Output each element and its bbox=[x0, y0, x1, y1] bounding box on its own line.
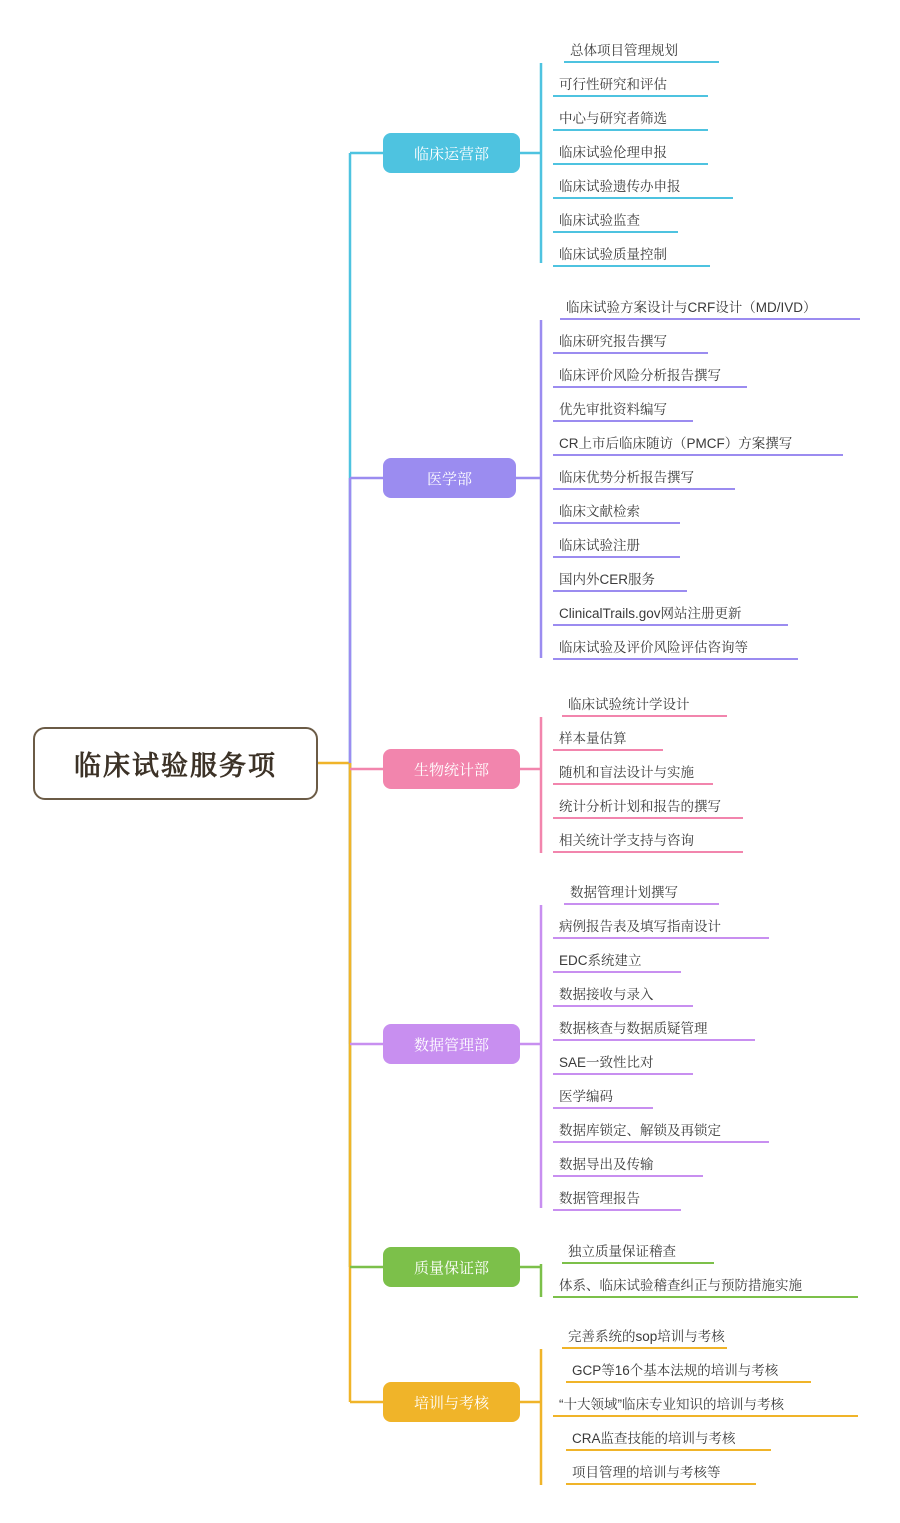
leaf-node[interactable] bbox=[553, 1083, 653, 1109]
leaf-label: 统计分析计划和报告的撰写 bbox=[559, 799, 721, 814]
leaf-node[interactable] bbox=[553, 396, 693, 422]
leaf-label: 临床研究报告撰写 bbox=[559, 334, 667, 349]
leaf-label: 临床试验监查 bbox=[559, 213, 640, 228]
leaf-label: 临床试验伦理申报 bbox=[559, 145, 667, 160]
leaf-node[interactable] bbox=[553, 947, 681, 973]
leaf-label: “十大领域”临床专业知识的培训与考核 bbox=[559, 1397, 784, 1412]
leaf-label: 临床试验及评价风险评估咨询等 bbox=[559, 640, 748, 655]
leaf-label: 数据库锁定、解锁及再锁定 bbox=[559, 1123, 721, 1138]
leaf-label: 完善系统的sop培训与考核 bbox=[568, 1329, 725, 1344]
leaf-node[interactable] bbox=[553, 913, 769, 939]
leaf-node[interactable] bbox=[553, 71, 708, 97]
leaf-node[interactable] bbox=[553, 1015, 755, 1041]
leaf-label: SAE一致性比对 bbox=[559, 1055, 654, 1070]
mindmap-root-node[interactable] bbox=[33, 727, 318, 800]
leaf-label: 数据管理计划撰写 bbox=[570, 885, 678, 900]
branch-node-biostatistics[interactable] bbox=[383, 749, 520, 789]
leaf-label: 样本量估算 bbox=[559, 731, 627, 746]
leaf-label: 体系、临床试验稽查纠正与预防措施实施 bbox=[559, 1278, 802, 1293]
leaf-node[interactable] bbox=[553, 464, 735, 490]
leaf-label: 独立质量保证稽查 bbox=[568, 1244, 676, 1259]
leaf-node[interactable] bbox=[553, 105, 708, 131]
leaf-node[interactable] bbox=[564, 37, 719, 63]
leaf-label: 临床试验注册 bbox=[559, 538, 640, 553]
leaf-node[interactable] bbox=[553, 1185, 681, 1211]
leaf-node[interactable] bbox=[553, 241, 710, 267]
leaf-node[interactable] bbox=[553, 981, 693, 1007]
leaf-node[interactable] bbox=[553, 725, 663, 751]
branch-node-training[interactable] bbox=[383, 1382, 520, 1422]
leaf-node[interactable] bbox=[553, 173, 733, 199]
leaf-node[interactable] bbox=[553, 566, 687, 592]
leaf-label: CR上市后临床随访（PMCF）方案撰写 bbox=[559, 436, 793, 451]
branch-node-data-management[interactable] bbox=[383, 1024, 520, 1064]
leaf-node[interactable] bbox=[553, 759, 713, 785]
leaf-label: 数据核查与数据质疑管理 bbox=[559, 1021, 708, 1036]
branch-node-medical[interactable] bbox=[383, 458, 516, 498]
leaf-label: EDC系统建立 bbox=[559, 953, 642, 968]
leaf-node[interactable] bbox=[553, 498, 680, 524]
leaf-node[interactable] bbox=[553, 1117, 769, 1143]
leaf-label: 项目管理的培训与考核等 bbox=[572, 1465, 721, 1480]
leaf-node[interactable] bbox=[560, 294, 860, 320]
leaf-label: 优先审批资料编写 bbox=[559, 402, 667, 417]
branch-label: 质量保证部 bbox=[413, 1259, 489, 1277]
leaf-node[interactable] bbox=[553, 793, 743, 819]
leaf-label: 临床试验统计学设计 bbox=[568, 697, 690, 712]
leaf-node[interactable] bbox=[553, 139, 708, 165]
branch-label: 医学部 bbox=[426, 470, 472, 488]
leaf-label: 临床试验方案设计与CRF设计（MD/IVD） bbox=[566, 300, 817, 315]
leaf-label: CRA监查技能的培训与考核 bbox=[572, 1431, 736, 1446]
leaf-label: 总体项目管理规划 bbox=[570, 43, 678, 58]
leaf-label: GCP等16个基本法规的培训与考核 bbox=[572, 1363, 779, 1378]
branch-label: 生物统计部 bbox=[413, 761, 489, 779]
leaf-label: 临床评价风险分析报告撰写 bbox=[559, 368, 721, 383]
leaf-label: 随机和盲法设计与实施 bbox=[559, 765, 694, 780]
leaf-label: ClinicalTrails.gov网站注册更新 bbox=[559, 606, 742, 621]
leaf-label: 中心与研究者筛选 bbox=[559, 111, 667, 126]
leaf-node[interactable] bbox=[564, 879, 719, 905]
leaf-label: 数据接收与录入 bbox=[559, 987, 654, 1002]
leaf-node[interactable] bbox=[553, 1391, 858, 1417]
leaf-label: 临床试验遗传办申报 bbox=[559, 179, 681, 194]
leaf-node[interactable] bbox=[553, 600, 788, 626]
branch-label: 数据管理部 bbox=[413, 1036, 489, 1054]
leaf-node[interactable] bbox=[553, 634, 798, 660]
leaf-node[interactable] bbox=[553, 328, 708, 354]
leaf-label: 临床优势分析报告撰写 bbox=[559, 470, 694, 485]
leaf-node[interactable] bbox=[566, 1459, 756, 1485]
root-label: 临床试验服务项 bbox=[74, 751, 277, 781]
branch-node-clinical-operations[interactable] bbox=[383, 133, 520, 173]
branch-node-quality-assurance[interactable] bbox=[383, 1247, 520, 1287]
leaf-node[interactable] bbox=[562, 691, 727, 717]
leaf-node[interactable] bbox=[562, 1238, 714, 1264]
leaf-label: 病例报告表及填写指南设计 bbox=[559, 919, 721, 934]
leaf-node[interactable] bbox=[566, 1425, 771, 1451]
leaf-node[interactable] bbox=[562, 1323, 727, 1349]
leaf-node[interactable] bbox=[566, 1357, 811, 1383]
leaf-label: 临床文献检索 bbox=[559, 504, 640, 519]
leaf-node[interactable] bbox=[553, 362, 747, 388]
leaf-node[interactable] bbox=[553, 430, 843, 456]
leaf-node[interactable] bbox=[553, 1049, 693, 1075]
leaf-node[interactable] bbox=[553, 207, 678, 233]
leaf-node[interactable] bbox=[553, 532, 680, 558]
branch-label: 培训与考核 bbox=[413, 1394, 489, 1412]
branch-label: 临床运营部 bbox=[413, 145, 489, 163]
leaf-label: 临床试验质量控制 bbox=[559, 247, 667, 262]
leaf-label: 医学编码 bbox=[559, 1089, 613, 1104]
leaf-label: 可行性研究和评估 bbox=[559, 77, 667, 92]
leaf-label: 国内外CER服务 bbox=[559, 572, 656, 587]
leaf-label: 数据导出及传输 bbox=[559, 1157, 654, 1172]
leaf-node[interactable] bbox=[553, 1272, 858, 1298]
leaf-node[interactable] bbox=[553, 827, 743, 853]
leaf-node[interactable] bbox=[553, 1151, 703, 1177]
leaf-label: 相关统计学支持与咨询 bbox=[559, 833, 694, 848]
leaf-label: 数据管理报告 bbox=[559, 1191, 640, 1206]
